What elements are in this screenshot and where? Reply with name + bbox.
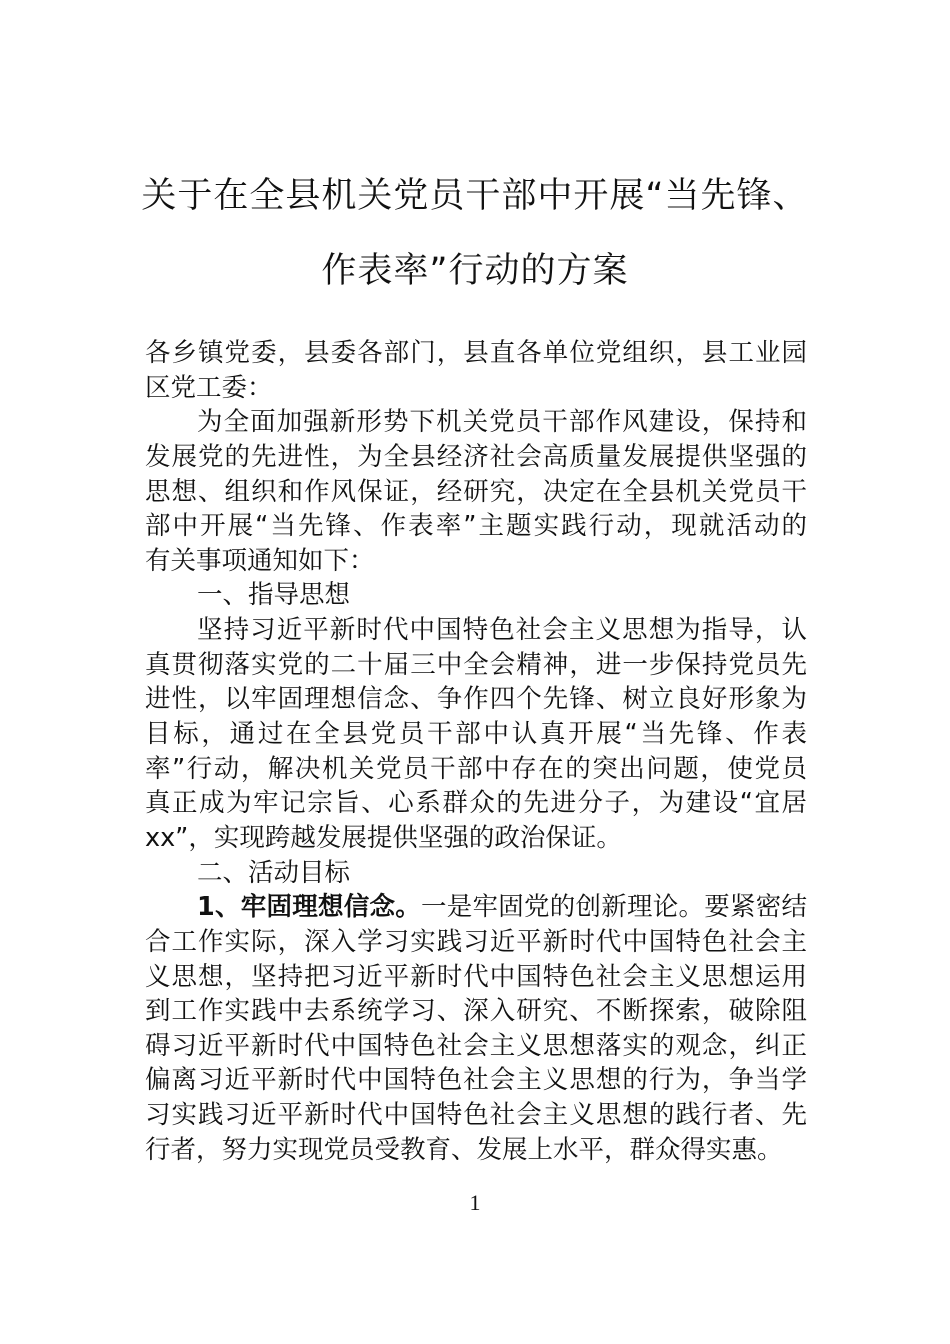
paragraph-line: 义思想，坚持把习近平新时代中国特色社会主义思想运用 bbox=[145, 961, 807, 992]
document-title-line-1: 关于在全县机关党员干部中开展“当先锋、 bbox=[141, 176, 809, 216]
paragraph-line: 偏离习近平新时代中国特色社会主义思想的行为，争当学 bbox=[145, 1065, 807, 1096]
paragraph-line: 真正成为牢记宗旨、心系群众的先进分子，为建设“宜居 bbox=[145, 788, 807, 819]
paragraph-text: 一是牢固党的创新理论。要紧密结 bbox=[421, 892, 807, 923]
paragraph-line: 发展党的先进性，为全县经济社会高质量发展提供坚强的 bbox=[145, 441, 807, 472]
document-body bbox=[145, 336, 807, 1167]
paragraph-line: 合工作实际，深入学习实践习近平新时代中国特色社会主 bbox=[145, 926, 807, 957]
paragraph-line: xx”，实现跨越发展提供坚强的政治保证。 bbox=[145, 822, 622, 853]
salutation-line: 区党工委： bbox=[145, 372, 273, 403]
paragraph-line: 思想、组织和作风保证，经研究，决定在全县机关党员干 bbox=[145, 476, 807, 507]
salutation-line: 各乡镇党委，县委各部门，县直各单位党组织，县工业园 bbox=[145, 338, 807, 368]
paragraph-line: 有关事项通知如下： bbox=[145, 545, 375, 576]
section-heading: 二、活动目标 bbox=[197, 857, 351, 888]
paragraph-line: 碍习近平新时代中国特色社会主义思想落实的观念，纠正 bbox=[145, 1030, 807, 1061]
paragraph-line: 到工作实践中去系统学习、深入研究、不断探索，破除阻 bbox=[145, 996, 807, 1027]
paragraph-line: 部中开展“当先锋、作表率”主题实践行动，现就活动的 bbox=[145, 511, 807, 542]
document-title-line-2: 作表率”行动的方案 bbox=[321, 251, 629, 291]
paragraph-line: 为全面加强新形势下机关党员干部作风建设，保持和 bbox=[197, 407, 807, 438]
paragraph-line: 习实践习近平新时代中国特色社会主义思想的践行者、先 bbox=[145, 1100, 807, 1131]
section-heading: 一、指导思想 bbox=[197, 580, 351, 611]
paragraph-line: 坚持习近平新时代中国特色社会主义思想为指导，认 bbox=[197, 615, 807, 646]
page-number: 1 bbox=[469, 1190, 481, 1215]
bold-subheading: 1、牢固理想信念。 bbox=[197, 892, 421, 923]
paragraph-line bbox=[145, 890, 807, 925]
paragraph-line: 率”行动，解决机关党员干部中存在的突出问题，使党员 bbox=[145, 753, 807, 784]
paragraph-line: 目标，通过在全县党员干部中认真开展“当先锋、作表 bbox=[145, 719, 807, 750]
paragraph-line: 真贯彻落实党的二十届三中全会精神，进一步保持党员先 bbox=[145, 649, 807, 680]
paragraph-line: 行者，努力实现党员受教育、发展上水平，群众得实惠。 bbox=[145, 1134, 783, 1165]
paragraph-line: 进性，以牢固理想信念、争作四个先锋、树立良好形象为 bbox=[145, 684, 807, 715]
